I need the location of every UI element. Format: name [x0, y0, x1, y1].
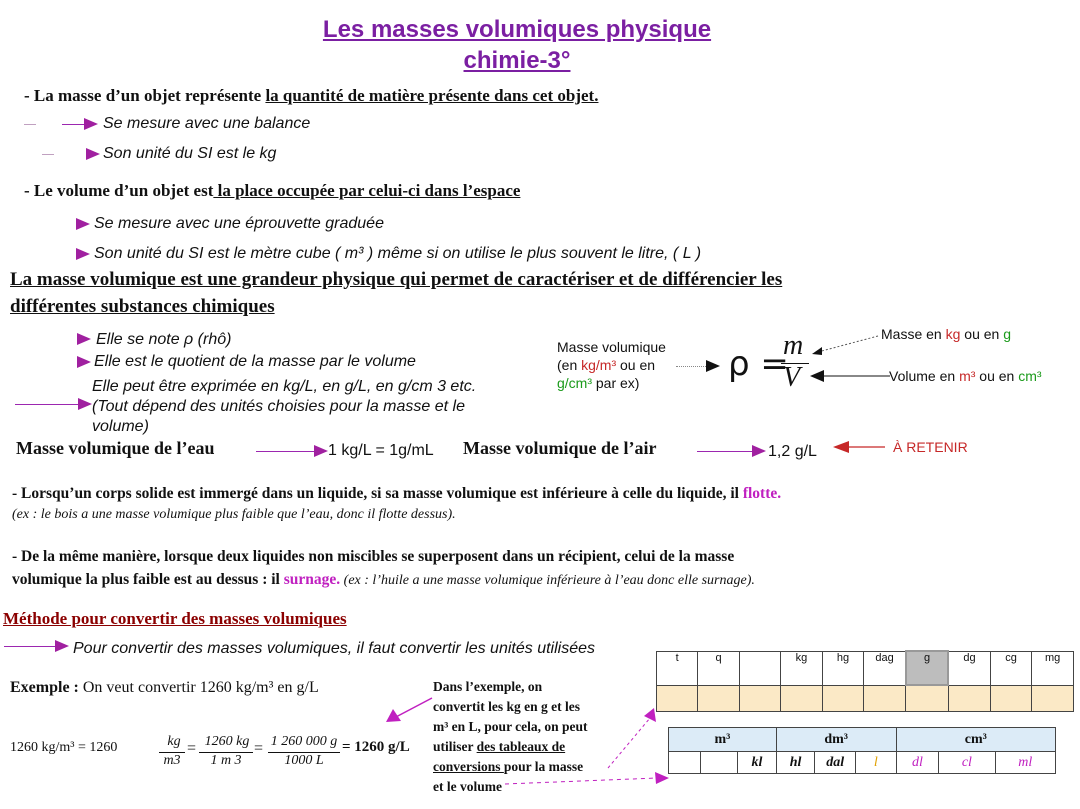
units-kg-m3: kg/m³ — [581, 357, 617, 373]
formula-volume-units — [889, 368, 1042, 384]
mass-bullet-1: Se mesure avec une balance — [103, 115, 311, 132]
fraction3-numerator: 1 260 000 g — [270, 734, 338, 749]
mass-pointer-arrow — [810, 334, 880, 356]
float-keyword: flotte. — [742, 485, 782, 502]
surnage-keyword: surnage. — [283, 571, 341, 588]
bullet-arrow-line — [62, 124, 84, 125]
volume-liters-row — [669, 752, 1056, 774]
liter-unit-cell — [700, 752, 738, 774]
mass-value-cell — [698, 685, 739, 711]
mass-definition — [24, 86, 598, 106]
formula-density-units-2 — [557, 374, 666, 392]
bullet-arrow-icon — [86, 148, 100, 160]
arrow-right-icon — [706, 360, 720, 372]
note-line2: convertit les kg en g et les — [433, 699, 580, 714]
bullet-arrow-icon — [314, 445, 328, 457]
volume-bullet-2: Son unité du SI est le mètre cube ( m³ ) même si on utilise le plus souvent le litre, ( L ) — [94, 245, 702, 262]
mass-units-or: ou en — [960, 326, 1004, 342]
equals-sign: = — [254, 740, 264, 757]
volume-conversion-table — [668, 727, 1056, 774]
liter-unit-cell: cl — [939, 752, 995, 774]
formula-mass-units — [881, 326, 1011, 342]
note-dashed-arrow-2 — [505, 772, 670, 788]
liter-unit-cell: ml — [995, 752, 1055, 774]
fraction2-numerator: 1260 kg — [204, 734, 250, 749]
mass-value-cell — [781, 685, 823, 711]
volume-units-cm3: cm³ — [1018, 368, 1042, 384]
volume-unit-cm3: cm³ — [896, 728, 1055, 752]
units-or: ou en — [616, 357, 656, 373]
calc-result: = 1260 g/L — [342, 739, 410, 755]
note-dashed-arrow — [606, 706, 658, 772]
liter-unit-cell: dl — [896, 752, 939, 774]
density-heading-line1: La masse volumique est une grandeur physique qui permet de caractériser et de différencier les — [10, 269, 783, 290]
mass-value-cell — [657, 685, 698, 711]
note-arrow-icon — [384, 696, 434, 724]
surnage-rule-line2 — [12, 571, 755, 589]
mass-unit-cell: dag — [864, 651, 906, 685]
bullet-arrow-line — [15, 404, 79, 405]
mass-value-cell — [822, 685, 864, 711]
bullet-arrow-line — [256, 451, 316, 452]
dash-decor — [42, 154, 54, 155]
liter-unit-cell: kl — [738, 752, 777, 774]
density-bullet-3a: Elle peut être exprimée en kg/L, en g/L, en g/cm 3 etc. — [92, 378, 477, 395]
mass-value-cell — [948, 685, 990, 711]
mass-value-cell — [864, 685, 906, 711]
surnage-example: (ex : l’huile a une masse volumique inférieure à l’eau donc elle surnage). — [340, 573, 755, 588]
example-text: On veut convertir 1260 kg/m³ en g/L — [78, 679, 319, 696]
volume-units-or: ou en — [975, 368, 1019, 384]
float-rule-text: - Lorsqu’un corps solide est immergé dans un liquide, si sa masse volumique est inférieure à celle du liquide, il — [12, 485, 743, 502]
density-bullet-2: Elle est le quotient de la masse par le volume — [94, 353, 416, 370]
formula-rho: ρ = — [728, 344, 789, 384]
volume-pointer-arrow — [810, 369, 890, 383]
volume-units-m3: m³ — [959, 368, 976, 384]
mass-units-kg: kg — [945, 326, 961, 342]
mass-unit-cell: hg — [822, 651, 864, 685]
mass-units-row — [657, 651, 1074, 685]
note-line4 — [433, 737, 588, 757]
density-bullet-1: Elle se note ρ (rhô) — [96, 331, 232, 348]
units-prefix: (en — [557, 357, 582, 373]
mass-unit-cell — [739, 651, 780, 685]
mass-bullet-2: Son unité du SI est le kg — [103, 145, 277, 162]
equals-sign: = — [187, 740, 197, 757]
water-density-value: 1 kg/L = 1g/mL — [328, 442, 434, 459]
formula-density-label — [557, 338, 666, 392]
mass-unit-cell-highlight: g — [906, 651, 948, 685]
fraction1-numerator: kg — [167, 734, 181, 749]
bullet-arrow-icon — [84, 118, 98, 130]
liter-unit-cell: hl — [776, 752, 815, 774]
bullet-arrow-line — [4, 646, 56, 647]
volume-units-prefix: Volume en — [889, 368, 960, 384]
calc-start: 1260 kg/m³ = 1260 — [10, 740, 118, 755]
bullet-arrow-icon — [78, 398, 92, 410]
liter-unit-cell — [669, 752, 701, 774]
fraction3-denominator: 1000 L — [284, 753, 324, 768]
units-suffix: par ex) — [592, 375, 640, 391]
water-density-label: Masse volumique de l’eau — [16, 438, 215, 458]
mass-units-g: g — [1003, 326, 1012, 342]
surnage-rule-text: volumique la plus faible est au dessus : il — [12, 571, 284, 588]
fraction1-denominator: m3 — [163, 753, 181, 768]
bullet-arrow-icon — [55, 640, 69, 652]
formula-mass-symbol: m — [783, 330, 804, 361]
bullet-arrow-icon — [77, 333, 91, 345]
fraction2-denominator: 1 m 3 — [210, 753, 242, 768]
mass-value-cell — [990, 685, 1032, 711]
mass-values-row — [657, 685, 1074, 711]
note-line4-b: des tableaux de — [476, 739, 566, 754]
units-g-cm3: g/cm³ — [557, 375, 592, 391]
float-rule — [12, 485, 781, 503]
mass-conversion-table — [656, 650, 1074, 712]
density-bullet-3c: volume) — [92, 418, 149, 435]
note-line5-b: pour la masse — [503, 759, 584, 774]
volume-definition-text: la place occupée par celui-ci dans l’espace — [213, 181, 521, 200]
volume-unit-dm3: dm³ — [776, 728, 896, 752]
formula-volume-symbol: V — [783, 362, 801, 393]
note-line4-a: utiliser — [433, 739, 477, 754]
air-density-value: 1,2 g/L — [768, 443, 817, 460]
note-line6: et le volume — [433, 779, 502, 794]
page-title-line2: chimie-3° — [463, 47, 571, 74]
bullet-arrow-icon — [77, 356, 91, 368]
volume-definition-prefix: - Le volume d’un objet est — [24, 181, 214, 200]
mass-value-cell — [906, 685, 948, 711]
surnage-rule-line1: - De la même manière, lorsque deux liquides non miscibles se superposent dans un récipient, celui de la masse — [12, 548, 735, 565]
density-heading-line2: différentes substances chimiques — [10, 296, 275, 317]
bullet-arrow-icon — [76, 248, 90, 260]
volume-units-row — [669, 728, 1056, 752]
mass-units-prefix: Masse en — [881, 326, 946, 342]
mass-definition-text: la quantité de matière présente dans cet objet. — [265, 86, 599, 105]
mass-unit-cell: t — [657, 651, 698, 685]
liter-unit-cell: dal — [815, 752, 856, 774]
page-title-line1: Les masses volumiques physique — [322, 16, 712, 43]
volume-bullet-1: Se mesure avec une éprouvette graduée — [94, 215, 384, 232]
mass-unit-cell: kg — [781, 651, 823, 685]
air-density-label: Masse volumique de l’air — [463, 438, 657, 458]
mass-value-cell — [1032, 685, 1074, 711]
liter-unit-cell-highlight: l — [856, 752, 897, 774]
mass-unit-cell: mg — [1032, 651, 1074, 685]
dash-decor — [24, 124, 36, 125]
float-example: (ex : le bois a une masse volumique plus faible que l’eau, donc il flotte dessus). — [12, 507, 456, 522]
density-bullet-3b: (Tout dépend des unités choisies pour la masse et le — [92, 398, 465, 415]
retenir-arrow-icon — [833, 440, 885, 454]
bullet-arrow-icon — [76, 218, 90, 230]
volume-unit-m3: m³ — [669, 728, 777, 752]
mass-unit-cell: q — [698, 651, 739, 685]
note-line3: m³ en L, pour cela, on peut — [433, 719, 588, 734]
formula-density-units — [557, 356, 666, 374]
bullet-arrow-icon — [752, 445, 766, 457]
example-line — [10, 679, 319, 697]
mass-definition-prefix: - La masse d’un objet représente — [24, 86, 266, 105]
note-line5-a: conversions — [433, 759, 504, 774]
note-line1: Dans l’exemple, on — [433, 679, 543, 694]
method-heading: Méthode pour convertir des masses volumiques — [3, 609, 347, 628]
formula-density-title: Masse volumique — [557, 339, 666, 355]
volume-definition — [24, 181, 520, 201]
mass-unit-cell: dg — [948, 651, 990, 685]
mass-unit-cell: cg — [990, 651, 1032, 685]
mass-value-cell — [739, 685, 780, 711]
example-label: Exemple : — [10, 679, 79, 696]
method-intro: Pour convertir des masses volumiques, il faut convertir les unités utilisées — [73, 640, 595, 657]
retenir-label: À RETENIR — [893, 439, 968, 455]
bullet-arrow-line — [697, 451, 753, 452]
